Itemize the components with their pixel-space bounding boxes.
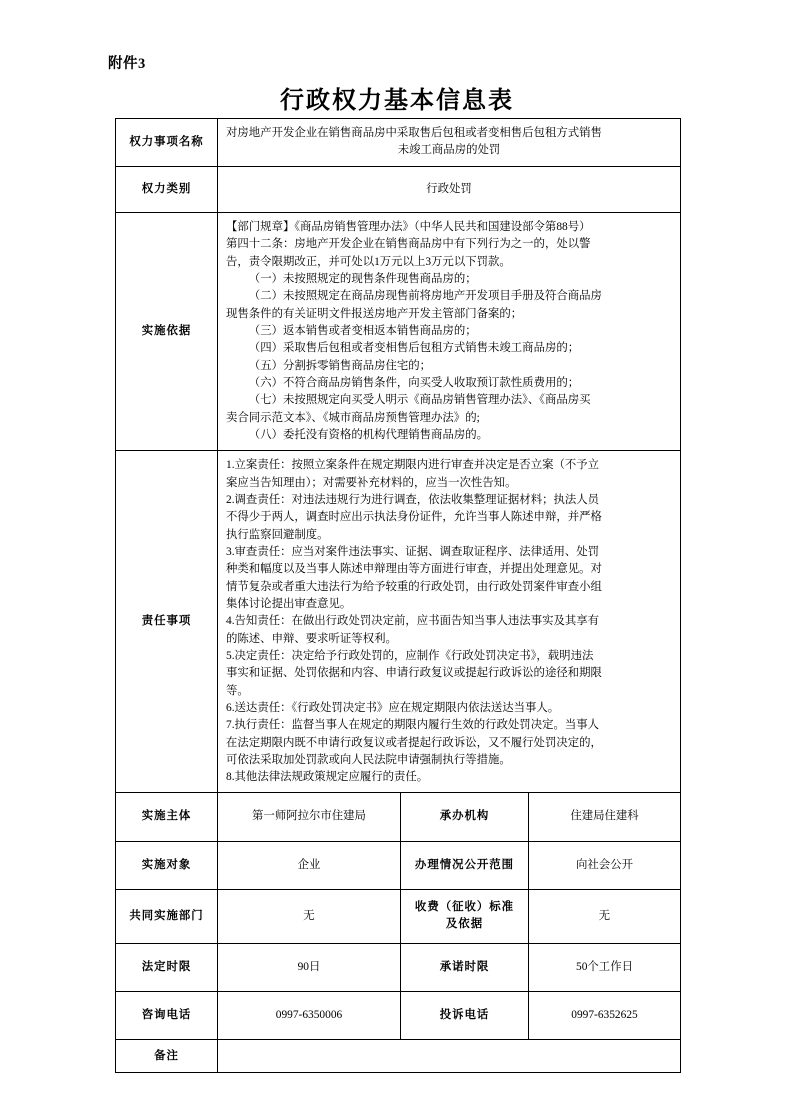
row-label-basis: 实施依据 (116, 212, 218, 450)
responsibility-line: 3.审查责任：应当对案件违法事实、证据、调查取证程序、法律适用、处罚 (226, 545, 600, 558)
attachment-label: 附件3 (108, 56, 146, 72)
fee-standard-line1: 收费（征收）标准 (414, 901, 515, 914)
row-label-legal-time-limit: 法定时限 (116, 943, 218, 991)
row-value-disclosure-scope: 向社会公开 (529, 841, 681, 889)
basis-line: 现售条件的有关证明文件报送房地产开发主管部门备案的； (226, 307, 523, 320)
responsibility-line: 的陈述、申辩、要求听证等权利。 (226, 632, 397, 645)
row-value-promised-time-limit: 50个工作日 (529, 943, 681, 991)
responsibility-line: 等。 (226, 684, 249, 697)
row-value-complaint-phone: 0997-6352625 (529, 992, 681, 1040)
responsibility-line: 1.立案责任：按照立案条件在规定期限内进行审查并决定是否立案（不予立 (226, 459, 600, 472)
row-label-power-item-name: 权力事项名称 (116, 119, 218, 167)
row-value-fee-standard: 无 (529, 890, 681, 944)
responsibility-line: 案应当告知理由）；对需要补充材料的，应当一次性告知。 (226, 476, 517, 489)
responsibility-line: 2.调查责任：对违法违规行为进行调查，依法收集整理证据材料；执法人员 (226, 493, 600, 506)
responsibility-line: 6.送达责任：《行政处罚决定书》应在规定期限内依法送达当事人。 (226, 701, 560, 714)
row-value-handling-org: 住建局住建科 (529, 793, 681, 841)
fee-standard-line2: 及依据 (445, 918, 484, 931)
table-row (116, 1040, 681, 1073)
table-row (116, 793, 681, 841)
row-label-remarks: 备注 (116, 1040, 218, 1073)
row-value-legal-time-limit: 90日 (218, 943, 401, 991)
power-item-name-line1: 对房地产开发企业在销售商品房中采取售后包租或者变相售后包租方式销售 (226, 127, 602, 139)
responsibility-line: 4.告知责任：在做出行政处罚决定前，应书面告知当事人违法事实及其享有 (226, 615, 600, 628)
table-row (116, 166, 681, 212)
responsibility-line: 集体讨论提出审查意见。 (226, 597, 352, 610)
row-label-joint-department: 共同实施部门 (116, 890, 218, 944)
basis-line: （五）分割拆零销售商品房住宅的； (248, 359, 432, 372)
row-label-complaint-phone: 投诉电话 (401, 992, 529, 1040)
basis-line: （二）未按照规定在商品房现售前将房地产开发项目手册及符合商品房 (248, 290, 602, 303)
basis-line: （三）返本销售或者变相返本销售商品房的； (248, 324, 477, 337)
row-label-consult-phone: 咨询电话 (116, 992, 218, 1040)
basis-line: 第四十二条：房地产开发企业在销售商品房中有下列行为之一的，处以警 (226, 238, 591, 251)
table-row (116, 212, 681, 450)
basis-line: 卖合同示范文本》、《城市商品房预售管理办法》的; (226, 411, 480, 424)
row-value-power-type: 行政处罚 (218, 166, 681, 212)
power-info-table (115, 118, 681, 1073)
row-label-implementing-object: 实施对象 (116, 841, 218, 889)
row-value-joint-department: 无 (218, 890, 401, 944)
responsibility-line: 事实和证据、处罚依据和内容、申请行政复议或提起行政诉讼的途径和期限 (226, 667, 602, 680)
basis-line: （四）采取售后包租或者变相售后包租方式销售未竣工商品房的； (248, 342, 580, 355)
row-value-basis (218, 212, 681, 450)
table-row (116, 992, 681, 1040)
row-label-handling-org: 承办机构 (401, 793, 529, 841)
basis-line: （七）未按照规定向买受人明示《商品房销售管理办法》、《商品房买 (248, 394, 591, 407)
page-title: 行政权力基本信息表 (280, 88, 514, 114)
basis-line: （六）不符合商品房销售条件，向买受人收取预订款性质费用的； (248, 376, 580, 389)
row-value-responsibility (218, 451, 681, 793)
row-value-implementing-body: 第一师阿拉尔市住建局 (218, 793, 401, 841)
row-label-disclosure-scope: 办理情况公开范围 (401, 841, 529, 889)
row-value-consult-phone: 0997-6350006 (218, 992, 401, 1040)
responsibility-line: 在法定期限内既不申请行政复议或者提起行政诉讼，又不履行处罚决定的， (226, 736, 602, 749)
row-value-implementing-object: 企业 (218, 841, 401, 889)
responsibility-line: 7.执行责任：监督当事人在规定的期限内履行生效的行政处罚决定。当事人 (226, 719, 600, 732)
basis-line: 【部门规章】《商品房销售管理办法》（中华人民共和国建设部令第88号） (226, 220, 591, 233)
responsibility-line: 5.决定责任：决定给予行政处罚的，应制作《行政处罚决定书》，载明违法 (226, 649, 594, 662)
basis-line: 告，责令限期改正，并可处以1万元以上3万元以下罚款。 (226, 255, 511, 268)
row-label-implementing-body: 实施主体 (116, 793, 218, 841)
row-label-responsibility: 责任事项 (116, 451, 218, 793)
responsibility-line: 执行监察回避制度。 (226, 528, 329, 541)
row-label-power-type: 权力类别 (116, 166, 218, 212)
table-row (116, 451, 681, 793)
responsibility-line: 种类和幅度以及当事人陈述申辩理由等方面进行审查，并提出处理意见。对 (226, 563, 602, 576)
table-row (116, 943, 681, 991)
responsibility-line: 情节复杂或者重大违法行为给予较重的行政处罚，由行政处罚案件审查小组 (226, 580, 602, 593)
responsibility-line: 可依法采取加处罚款或向人民法院申请强制执行等措施。 (226, 753, 511, 766)
row-value-power-item-name (218, 119, 681, 167)
row-value-remarks (218, 1040, 681, 1073)
basis-line: （八）委托没有资格的机构代理销售商品房的。 (248, 428, 489, 441)
responsibility-line: 8.其他法律法规政策规定应履行的责任。 (226, 771, 429, 784)
row-label-promised-time-limit: 承诺时限 (401, 943, 529, 991)
table-row (116, 841, 681, 889)
row-label-fee-standard (401, 890, 529, 944)
power-item-name-line2: 未竣工商品房的处罚 (397, 144, 501, 157)
basis-line: （一）未按照规定的现售条件现售商品房的； (248, 272, 477, 285)
responsibility-line: 不得少于两人，调查时应出示执法身份证件，允许当事人陈述申辩，并严格 (226, 511, 602, 524)
table-row (116, 119, 681, 167)
table-row (116, 890, 681, 944)
